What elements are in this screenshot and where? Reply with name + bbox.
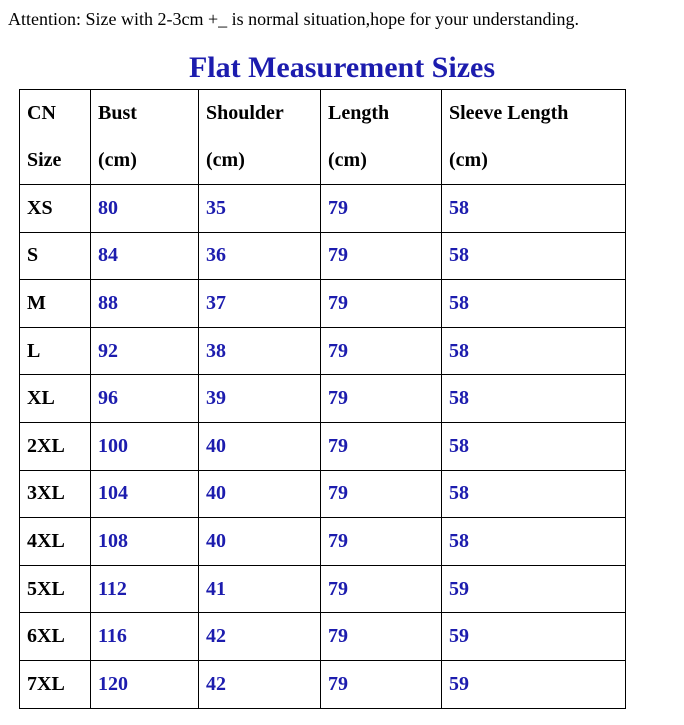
- header-line2: (cm): [328, 149, 367, 171]
- size-cell: 3XL: [20, 470, 91, 518]
- length-cell: 79: [321, 327, 442, 375]
- size-cell: 4XL: [20, 518, 91, 566]
- length-cell: 79: [321, 470, 442, 518]
- bust-cell: 88: [91, 280, 199, 328]
- shoulder-cell: 37: [199, 280, 321, 328]
- size-cell: S: [20, 232, 91, 280]
- header-line2: (cm): [98, 149, 137, 171]
- table-row: [20, 470, 626, 518]
- length-cell: 79: [321, 613, 442, 661]
- header-length: [321, 90, 442, 185]
- size-cell: 5XL: [20, 565, 91, 613]
- table-row: [20, 327, 626, 375]
- header-line2: (cm): [206, 149, 245, 171]
- bust-cell: 92: [91, 327, 199, 375]
- bust-cell: 80: [91, 185, 199, 233]
- page-title: Flat Measurement Sizes: [188, 51, 496, 84]
- header-line1: Length: [328, 102, 390, 124]
- table-row: [20, 280, 626, 328]
- table-row: [20, 185, 626, 233]
- shoulder-cell: 39: [199, 375, 321, 423]
- shoulder-cell: 40: [199, 518, 321, 566]
- length-cell: 79: [321, 232, 442, 280]
- shoulder-cell: 40: [199, 422, 321, 470]
- table-row: [20, 422, 626, 470]
- table-row: [20, 518, 626, 566]
- header-shoulder: [199, 90, 321, 185]
- length-cell: 79: [321, 280, 442, 328]
- size-cell: XS: [20, 185, 91, 233]
- header-cn-size: [20, 90, 91, 185]
- header-bust: [91, 90, 199, 185]
- header-line1: CN: [27, 102, 56, 124]
- length-cell: 79: [321, 422, 442, 470]
- header-sleeve-length: [442, 90, 626, 185]
- shoulder-cell: 38: [199, 327, 321, 375]
- bust-cell: 108: [91, 518, 199, 566]
- sleeve-length-cell: 59: [442, 565, 626, 613]
- size-cell: M: [20, 280, 91, 328]
- bust-cell: 84: [91, 232, 199, 280]
- length-cell: 79: [321, 565, 442, 613]
- header-line1: Sleeve Length: [449, 102, 569, 124]
- shoulder-cell: 41: [199, 565, 321, 613]
- sleeve-length-cell: 59: [442, 660, 626, 708]
- sleeve-length-cell: 58: [442, 185, 626, 233]
- attention-notice: Attention: Size with 2-3cm +_ is normal situation,hope for your understanding.: [8, 9, 580, 29]
- bust-cell: 116: [91, 613, 199, 661]
- size-cell: 7XL: [20, 660, 91, 708]
- header-line1: Bust: [98, 102, 137, 124]
- bust-cell: 100: [91, 422, 199, 470]
- table-row: [20, 660, 626, 708]
- size-cell: XL: [20, 375, 91, 423]
- length-cell: 79: [321, 660, 442, 708]
- sleeve-length-cell: 58: [442, 327, 626, 375]
- size-chart-table: [19, 89, 626, 709]
- bust-cell: 120: [91, 660, 199, 708]
- size-cell: L: [20, 327, 91, 375]
- bust-cell: 112: [91, 565, 199, 613]
- shoulder-cell: 36: [199, 232, 321, 280]
- length-cell: 79: [321, 185, 442, 233]
- sleeve-length-cell: 58: [442, 280, 626, 328]
- sleeve-length-cell: 58: [442, 232, 626, 280]
- length-cell: 79: [321, 375, 442, 423]
- bust-cell: 104: [91, 470, 199, 518]
- header-line2: (cm): [449, 149, 488, 171]
- sleeve-length-cell: 58: [442, 375, 626, 423]
- shoulder-cell: 40: [199, 470, 321, 518]
- shoulder-cell: 35: [199, 185, 321, 233]
- shoulder-cell: 42: [199, 613, 321, 661]
- table-row: [20, 232, 626, 280]
- table-header-row: [20, 90, 626, 185]
- header-line2: Size: [27, 149, 62, 171]
- header-line1: Shoulder: [206, 102, 284, 124]
- size-cell: 2XL: [20, 422, 91, 470]
- bust-cell: 96: [91, 375, 199, 423]
- sleeve-length-cell: 58: [442, 470, 626, 518]
- shoulder-cell: 42: [199, 660, 321, 708]
- length-cell: 79: [321, 518, 442, 566]
- sleeve-length-cell: 58: [442, 518, 626, 566]
- table-row: [20, 375, 626, 423]
- sleeve-length-cell: 59: [442, 613, 626, 661]
- table-row: [20, 565, 626, 613]
- table-row: [20, 613, 626, 661]
- size-cell: 6XL: [20, 613, 91, 661]
- sleeve-length-cell: 58: [442, 422, 626, 470]
